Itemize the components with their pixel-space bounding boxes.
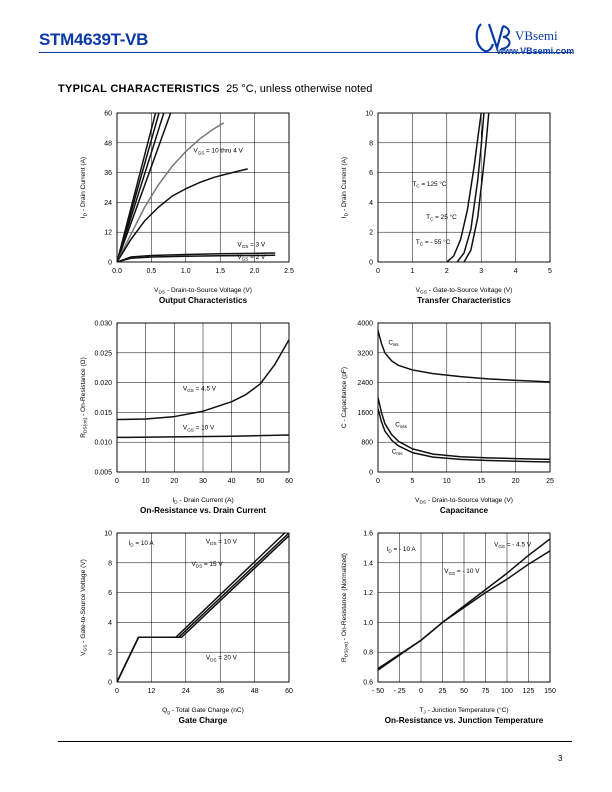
- y-axis-label: $V_{GS}$ - Gate-to-Source Voltage (V): [80, 559, 89, 656]
- y-axis-label: $I_D$ - Drain Current (A): [341, 156, 350, 219]
- x-tick-label: 60: [285, 688, 293, 695]
- x-tick-label: 40: [227, 478, 236, 485]
- x-axis-label: $Q_g$ - Total Gate Charge (nC): [162, 707, 244, 716]
- x-tick-label: 1.0: [180, 268, 191, 275]
- x-tick-label: 100: [501, 688, 513, 695]
- y-tick-label: 1.2: [363, 590, 373, 598]
- x-tick-label: 15: [477, 478, 486, 485]
- x-tick-label: 1.5: [215, 268, 226, 275]
- y-tick-label: 8: [369, 140, 373, 148]
- series-line: [117, 113, 171, 262]
- section-conditions: 25 °C, unless otherwise noted: [226, 83, 373, 95]
- x-tick-label: 36: [216, 688, 225, 695]
- y-tick-label: 24: [104, 199, 112, 207]
- x-tick-label: 12: [147, 688, 156, 695]
- x-tick-label: 75: [481, 688, 490, 695]
- y-tick-label: 4000: [357, 320, 373, 328]
- x-tick-label: 5: [410, 478, 415, 485]
- series-group: [117, 113, 275, 262]
- x-tick-label: 0: [376, 268, 380, 275]
- y-tick-label: 0: [108, 679, 112, 687]
- y-tick-label: 1.6: [363, 530, 373, 538]
- x-tick-label: 10: [442, 478, 451, 485]
- y-tick-label: 6: [369, 170, 373, 178]
- x-tick-label: 125: [522, 688, 535, 695]
- x-tick-label: 0: [115, 688, 119, 695]
- x-axis-label: $I_D$ - Drain Current (A): [172, 497, 234, 506]
- annotation-label: $V_{DS} = 15$ V: [191, 560, 223, 569]
- brand-url[interactable]: www.VBsemi.com: [497, 46, 575, 56]
- x-tick-label: 0.0: [112, 268, 122, 275]
- chart-title: Transfer Characteristics: [417, 296, 511, 305]
- y-tick-label: 4: [108, 619, 112, 627]
- y-axis-label: $I_D$ - Drain Current (A): [80, 156, 89, 219]
- annotation-label: $I_D = 10$ A: [128, 539, 154, 548]
- annotation-label: $T_C$ = - 55 °C: [415, 239, 451, 247]
- series-group: [447, 113, 489, 262]
- chart-output: [80, 111, 294, 306]
- y-tick-label: 1600: [357, 409, 373, 417]
- y-tick-label: 0: [369, 469, 373, 477]
- x-tick-label: 60: [285, 478, 293, 485]
- y-tick-label: 0.025: [94, 350, 112, 358]
- x-tick-label: 10: [141, 478, 150, 485]
- y-tick-label: 0.005: [94, 469, 112, 477]
- x-axis-label: $T_J$ - Junction Temperature (°C): [419, 707, 509, 716]
- x-tick-label: 3: [479, 268, 484, 275]
- chart-title: On-Resistance vs. Drain Current: [139, 506, 267, 515]
- y-tick-label: 4: [369, 199, 373, 207]
- chart-title: Gate Charge: [178, 716, 228, 725]
- y-tick-label: 10: [365, 110, 373, 118]
- y-tick-label: 2: [108, 649, 112, 657]
- annotation-label: $C_{rss}$: [391, 448, 403, 456]
- y-tick-label: 1.0: [363, 619, 373, 627]
- chart-capacitance: [341, 321, 554, 516]
- x-axis-label: $V_{DS}$ - Drain-to-Source Voltage (V): [415, 497, 513, 506]
- x-tick-label: 30: [199, 478, 207, 485]
- chart-onrestemp: [341, 531, 556, 726]
- x-tick-label: 2.5: [284, 268, 294, 275]
- y-tick-label: 0.010: [94, 439, 112, 447]
- annotation-label: $V_{GS} = 10$ thru 4 V: [193, 147, 243, 156]
- x-tick-label: 2.0: [249, 268, 260, 275]
- y-axis-label: $R_{DS(on)}$ - On-Resistance (Ω): [80, 357, 89, 438]
- annotation-label: $C_{iss}$: [388, 339, 399, 348]
- x-tick-label: 0.5: [146, 268, 157, 275]
- chart-transfer: [341, 111, 552, 306]
- y-tick-label: 6: [108, 590, 112, 598]
- y-tick-label: 800: [361, 439, 373, 447]
- series-line: [117, 533, 285, 682]
- x-axis-label: $V_{GS}$ - Gate-to-Source Voltage (V): [415, 287, 513, 296]
- series-line: [378, 330, 550, 381]
- chart-title: Capacitance: [439, 506, 489, 515]
- x-tick-label: 24: [181, 688, 190, 695]
- x-tick-label: 1: [410, 268, 415, 275]
- x-tick-label: 20: [511, 478, 520, 485]
- x-tick-label: 5: [548, 268, 552, 275]
- series-line: [117, 533, 289, 682]
- y-tick-label: 0: [108, 259, 112, 267]
- series-line: [117, 123, 224, 262]
- part-number: STM4639T-VB: [39, 30, 149, 49]
- x-tick-label: 0: [115, 478, 119, 485]
- y-tick-label: 0.8: [363, 649, 373, 657]
- y-tick-label: 0: [369, 259, 373, 267]
- y-tick-label: 2: [369, 229, 373, 237]
- annotation-label: $T_C = 125$ °C: [412, 181, 447, 189]
- x-axis-label: $V_{DS}$ - Drain-to-Source Voltage (V): [154, 287, 252, 296]
- x-tick-label: 4: [513, 268, 518, 275]
- x-tick-label: 50: [256, 478, 265, 485]
- y-axis-label: $R_{DS(on)}$ - On-Resistance (Normalized): [341, 552, 350, 663]
- x-tick-label: 2: [444, 268, 449, 275]
- plot-frame: [117, 113, 289, 262]
- series-line: [378, 409, 550, 462]
- series-group: [117, 533, 292, 682]
- y-tick-label: 12: [104, 229, 112, 237]
- brand-name: VBsemi: [515, 28, 558, 43]
- x-tick-label: 0: [376, 478, 380, 485]
- annotation-label: $C_{oss}$: [395, 421, 407, 430]
- y-tick-label: 48: [104, 140, 112, 148]
- annotation-label: $V_{DS} = 10$ V: [205, 538, 237, 547]
- annotation-label: $V_{GS} = 2$ V: [237, 253, 266, 262]
- y-tick-label: 36: [104, 170, 112, 178]
- x-tick-label: - 25: [393, 688, 406, 695]
- x-tick-label: 0: [419, 688, 423, 695]
- annotation-label: $V_{GS}$ = - 10 V: [444, 568, 480, 576]
- y-tick-label: 0.015: [94, 409, 112, 417]
- y-tick-label: 0.030: [94, 320, 112, 328]
- footer-rule: [58, 741, 572, 742]
- chart-title: Output Characteristics: [158, 296, 248, 305]
- y-tick-label: 3200: [357, 350, 373, 358]
- y-tick-label: 8: [108, 560, 112, 568]
- annotation-label: $V_{GS} = 10$ V: [182, 424, 215, 433]
- x-tick-label: 50: [460, 688, 468, 695]
- annotation-label: $V_{DS} = 20$ V: [205, 654, 237, 663]
- y-tick-label: 10: [104, 530, 112, 538]
- x-tick-label: - 50: [371, 688, 385, 695]
- x-tick-label: 25: [546, 478, 554, 485]
- x-tick-label: 150: [544, 688, 556, 695]
- chart-gatecharge: [80, 531, 293, 726]
- y-tick-label: 0.020: [94, 380, 112, 388]
- annotation-label: $I_D$ = - 10 A: [386, 545, 416, 554]
- annotation-label: $V_{GS} = 3$ V: [237, 241, 266, 250]
- plot-frame: [378, 323, 550, 472]
- y-tick-label: 1.4: [363, 560, 373, 568]
- annotation-label: $V_{GS} = 4.5$ V: [182, 385, 217, 393]
- y-axis-label: C - Capacitance (pF): [341, 366, 348, 429]
- chart-onres: [80, 321, 293, 516]
- page-number: 3: [558, 754, 563, 763]
- section-title: TYPICAL CHARACTERISTICS: [58, 83, 220, 95]
- y-tick-label: 60: [104, 110, 112, 118]
- x-tick-label: 20: [170, 478, 179, 485]
- plot-frame: [117, 533, 289, 682]
- x-tick-label: 48: [250, 688, 259, 695]
- plot-frame: [378, 113, 550, 262]
- annotation-label: $T_C = 25$ °C: [426, 213, 457, 222]
- y-tick-label: 2400: [357, 380, 373, 388]
- chart-title: On-Resistance vs. Junction Temperature: [384, 716, 544, 725]
- annotation-label: $V_{GS}$ = - 4.5 V: [494, 541, 532, 550]
- x-tick-label: 25: [438, 688, 447, 695]
- series-line: [117, 169, 248, 262]
- y-tick-label: 0.6: [363, 679, 373, 687]
